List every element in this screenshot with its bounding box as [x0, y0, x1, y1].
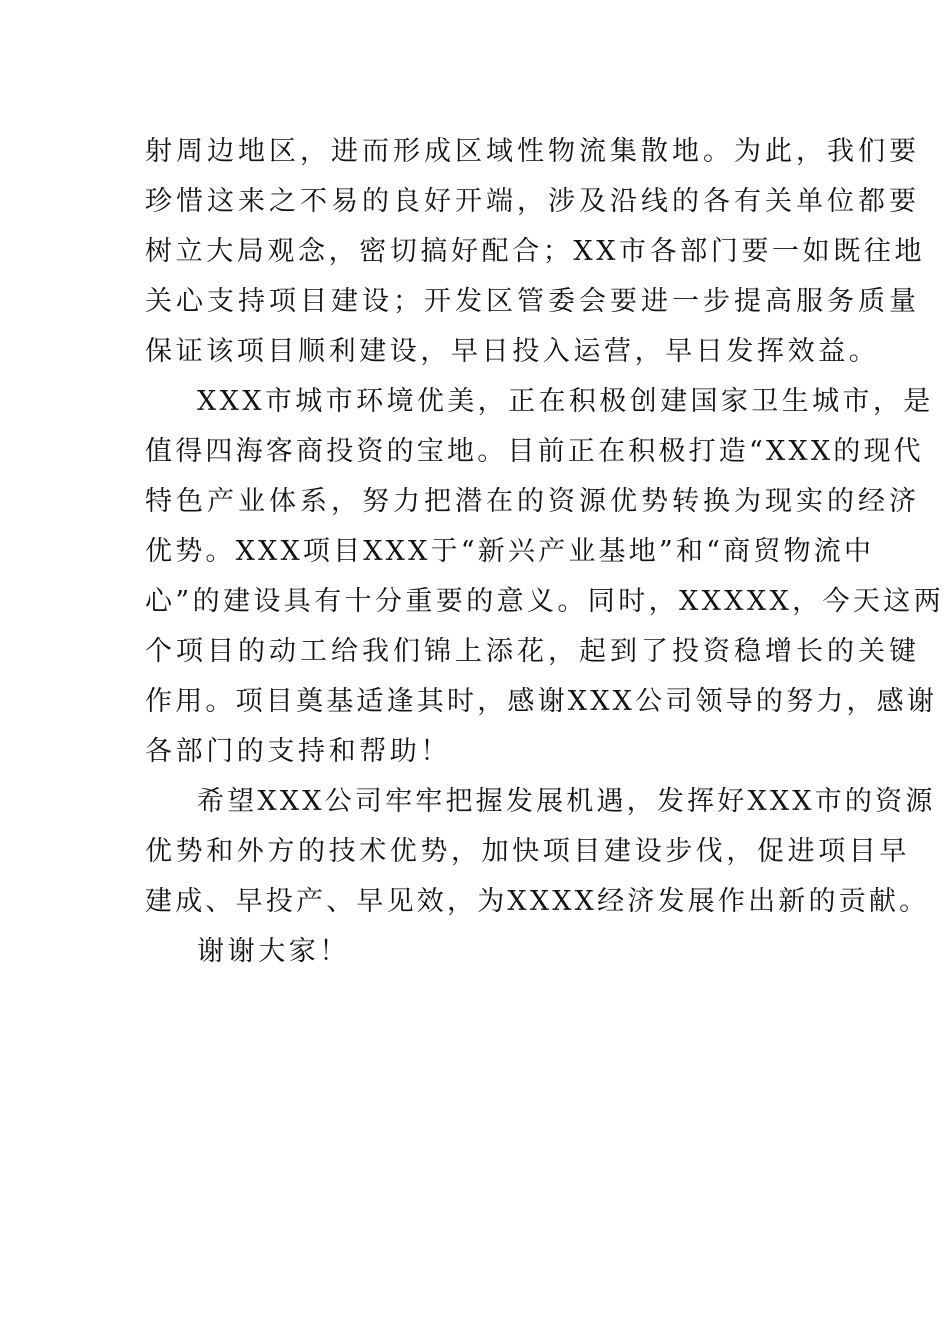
paragraph-first-line: 希望XXX公司牢牢把握发展机遇，发挥好XXX市的资源 [197, 786, 936, 817]
text-line: 值得四海客商投资的宝地。目前正在积极打造“XXX的现代 [145, 436, 924, 467]
text-line: 心”的建设具有十分重要的意义。同时，XXXXX，今天这两 [145, 586, 945, 617]
closing-line: 谢谢大家！ [197, 936, 350, 967]
paragraph-first-line: XXX市城市环境优美，正在积极创建国家卫生城市，是 [197, 386, 934, 417]
text-line: 个项目的动工给我们锦上添花，起到了投资稳增长的关键 [145, 636, 920, 667]
text-line: 特色产业体系，努力把潜在的资源优势转换为现实的经济 [145, 486, 920, 517]
text-line: 关心支持项目建设；开发区管委会要进一步提高服务质量 [145, 286, 920, 317]
text-line: 保证该项目顺利建设，早日投入运营，早日发挥效益。 [145, 336, 880, 367]
text-line: 优势和外方的技术优势，加快项目建设步伐，促进项目早 [145, 836, 910, 867]
text-line: 作用。项目奠基适逢其时，感谢XXX公司领导的努力，感谢 [145, 686, 938, 717]
text-line: 珍惜这来之不易的良好开端，涉及沿线的各有关单位都要 [145, 186, 920, 217]
text-line: 射周边地区，进而形成区域性物流集散地。为此，我们要 [145, 136, 920, 167]
text-line: 建成、早投产、早见效，为XXXX经济发展作出新的贡献。 [145, 886, 930, 917]
text-line: 树立大局观念，密切搞好配合；XX市各部门要一如既往地 [145, 236, 926, 267]
text-line: 优势。XXX项目XXX于“新兴产业基地”和“商贸物流中 [145, 536, 875, 567]
text-line: 各部门的支持和帮助！ [145, 736, 451, 767]
